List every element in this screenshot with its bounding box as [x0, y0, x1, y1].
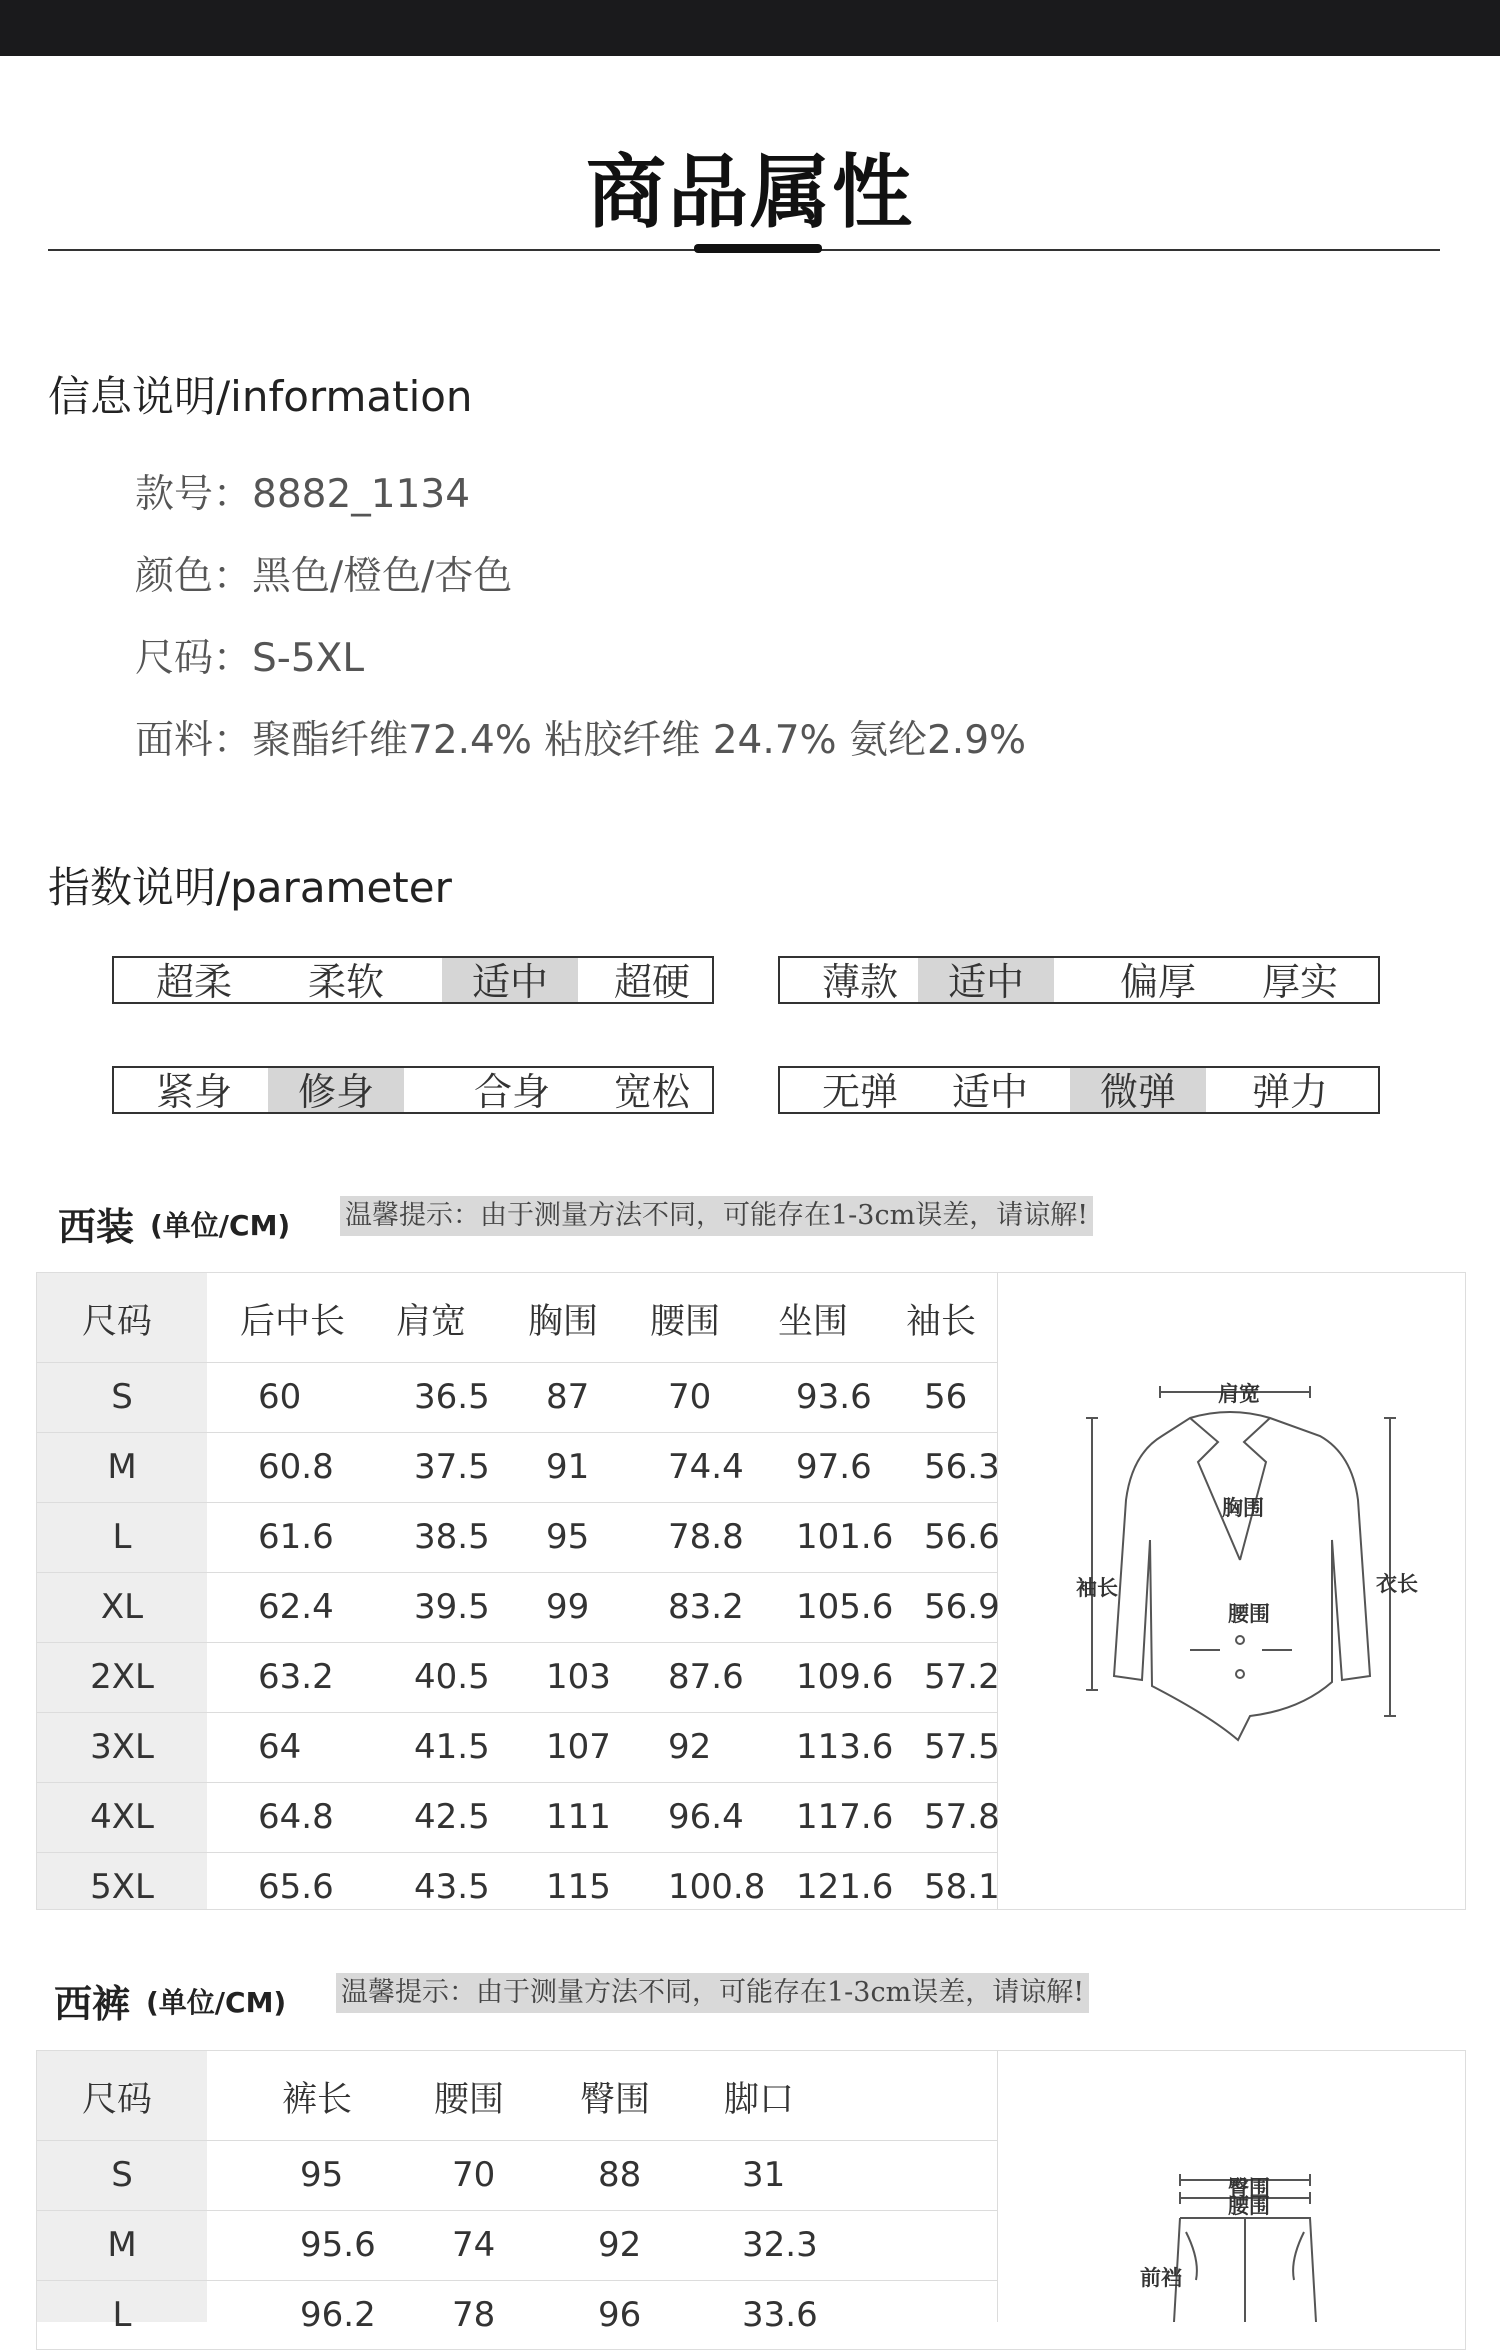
suit-value-cell: 95	[546, 1517, 590, 1557]
info-fabric: 面料：聚酯纤维72.4% 粘胶纤维 24.7% 氨纶2.9%	[135, 718, 1027, 763]
suit-blazer-diagram	[1070, 1370, 1400, 1750]
suit-value-cell: 60.8	[258, 1447, 334, 1487]
pants-size-cell: M	[107, 2225, 137, 2265]
pants-value-cell: 96	[598, 2295, 642, 2335]
pants-size-cell: L	[112, 2295, 132, 2335]
suit-value-cell: 111	[546, 1797, 611, 1837]
pants-value-cell: 32.3	[742, 2225, 818, 2265]
suit-value-cell: 117.6	[796, 1797, 894, 1837]
suit-value-cell: 103	[546, 1657, 611, 1697]
info-heading: 信息说明/information	[48, 372, 473, 421]
indicator-option-selected: 适中	[918, 958, 1054, 1002]
pants-header-cell: 脚口	[724, 2080, 795, 2120]
pants-measurement-tip: 温馨提示：由于测量方法不同，可能存在1-3cm误差，请谅解!	[336, 1973, 1089, 2013]
suit-value-cell: 87	[546, 1377, 590, 1417]
suit-value-cell: 60	[258, 1377, 302, 1417]
info-sizes: 尺码：S-5XL	[135, 636, 365, 681]
suit-size-cell: 5XL	[90, 1867, 154, 1907]
pants-diagram-divider	[997, 2051, 998, 2322]
parameter-heading: 指数说明/parameter	[48, 863, 452, 912]
indicator-option: 偏厚	[1119, 960, 1196, 1004]
suit-value-cell: 57.5	[924, 1727, 1000, 1767]
suit-value-cell: 43.5	[414, 1867, 490, 1907]
suit-value-cell: 56	[924, 1377, 968, 1417]
fit-indicator	[112, 1066, 714, 1114]
suit-value-cell: 65.6	[258, 1867, 334, 1907]
diagram-label-chest: 胸围	[1222, 1496, 1264, 1520]
page-title: 商品属性	[586, 146, 914, 239]
suit-value-cell: 56.9	[924, 1587, 1000, 1627]
pants-value-cell: 88	[598, 2155, 642, 2195]
suit-value-cell: 99	[546, 1587, 590, 1627]
suit-row-divider	[37, 1502, 997, 1503]
suit-table-title: 西装	[58, 1205, 135, 1249]
suit-value-cell: 38.5	[414, 1517, 490, 1557]
suit-value-cell: 57.8	[924, 1797, 1000, 1837]
pants-header-size: 尺码	[82, 2080, 153, 2120]
suit-value-cell: 36.5	[414, 1377, 490, 1417]
indicator-option: 薄款	[821, 960, 898, 1004]
suit-unit-label: (单位/CM)	[150, 1209, 291, 1242]
suit-header-cell: 袖长	[906, 1302, 977, 1342]
indicator-option: 适中	[951, 1070, 1028, 1114]
suit-value-cell: 57.2	[924, 1657, 1000, 1697]
suit-size-cell: 2XL	[90, 1657, 154, 1697]
pants-value-cell: 78	[452, 2295, 496, 2335]
indicator-option: 宽松	[613, 1070, 690, 1114]
pants-header-cell: 裤长	[282, 2080, 353, 2120]
suit-value-cell: 58.1	[924, 1867, 1000, 1907]
suit-measurement-tip: 温馨提示：由于测量方法不同，可能存在1-3cm误差，请谅解!	[340, 1196, 1093, 1236]
suit-value-cell: 100.8	[668, 1867, 766, 1907]
suit-header-cell: 胸围	[528, 1302, 599, 1342]
suit-value-cell: 74.4	[668, 1447, 744, 1487]
diagram-label-sleeve: 袖长	[1076, 1576, 1118, 1600]
suit-value-cell: 39.5	[414, 1587, 490, 1627]
suit-size-cell: XL	[100, 1587, 144, 1627]
indicator-option: 合身	[473, 1070, 550, 1114]
indicator-option: 厚实	[1261, 960, 1338, 1004]
pants-row-divider	[37, 2140, 997, 2141]
suit-value-cell: 87.6	[668, 1657, 744, 1697]
suit-row-divider	[37, 1782, 997, 1783]
info-style-number: 款号：8882_1134	[135, 472, 471, 517]
indicator-option: 超柔	[155, 960, 232, 1004]
info-colors: 颜色：黑色/橙色/杏色	[135, 554, 513, 599]
title-accent-bar	[694, 244, 822, 253]
pants-value-cell: 95	[300, 2155, 344, 2195]
indicator-option: 弹力	[1251, 1070, 1328, 1114]
suit-value-cell: 91	[546, 1447, 590, 1487]
pants-table-title: 西裤	[54, 1982, 131, 2026]
suit-size-cell: S	[111, 1377, 133, 1417]
suit-header-cell: 后中长	[240, 1302, 346, 1342]
pants-row-divider	[37, 2210, 997, 2211]
pants-label-waist: 腰围	[1228, 2194, 1270, 2218]
suit-value-cell: 64	[258, 1727, 302, 1767]
indicator-option: 柔软	[307, 960, 384, 1004]
pants-value-cell: 92	[598, 2225, 642, 2265]
pants-label-rise: 前裆	[1140, 2266, 1182, 2290]
suit-size-cell: 4XL	[90, 1797, 154, 1837]
suit-size-cell: L	[112, 1517, 132, 1557]
suit-value-cell: 56.3	[924, 1447, 1000, 1487]
suit-row-divider	[37, 1362, 997, 1363]
suit-header-cell: 肩宽	[396, 1302, 467, 1342]
suit-value-cell: 97.6	[796, 1447, 872, 1487]
indicator-option-selected: 微弹	[1070, 1068, 1206, 1112]
pants-value-cell: 96.2	[300, 2295, 376, 2335]
suit-row-divider	[37, 1852, 997, 1853]
suit-header-cell: 腰围	[650, 1302, 721, 1342]
suit-value-cell: 78.8	[668, 1517, 744, 1557]
suit-value-cell: 64.8	[258, 1797, 334, 1837]
suit-value-cell: 96.4	[668, 1797, 744, 1837]
indicator-option-selected: 适中	[442, 958, 578, 1002]
pants-unit-label: (单位/CM)	[146, 1986, 287, 2019]
pants-size-cell: S	[111, 2155, 133, 2195]
pants-value-cell: 31	[742, 2155, 786, 2195]
softness-indicator	[112, 956, 714, 1004]
suit-header-size: 尺码	[82, 1302, 153, 1342]
pants-label-hip: 臀围	[1228, 2176, 1270, 2200]
elasticity-indicator	[778, 1066, 1380, 1114]
suit-value-cell: 109.6	[796, 1657, 894, 1697]
indicator-option: 无弹	[821, 1070, 898, 1114]
top-banner-bar	[0, 0, 1500, 56]
pants-row-divider	[37, 2280, 997, 2281]
diagram-label-waist: 腰围	[1228, 1602, 1270, 1626]
diagram-label-shoulder: 肩宽	[1218, 1382, 1260, 1406]
suit-value-cell: 41.5	[414, 1727, 490, 1767]
pants-header-cell: 臀围	[580, 2080, 651, 2120]
suit-value-cell: 101.6	[796, 1517, 894, 1557]
suit-value-cell: 83.2	[668, 1587, 744, 1627]
suit-value-cell: 70	[668, 1377, 712, 1417]
suit-row-divider	[37, 1712, 997, 1713]
suit-size-cell: 3XL	[90, 1727, 154, 1767]
suit-value-cell: 107	[546, 1727, 611, 1767]
suit-value-cell: 61.6	[258, 1517, 334, 1557]
suit-value-cell: 115	[546, 1867, 611, 1907]
pants-value-cell: 70	[452, 2155, 496, 2195]
pants-value-cell: 33.6	[742, 2295, 818, 2335]
suit-row-divider	[37, 1572, 997, 1573]
suit-row-divider	[37, 1432, 997, 1433]
pants-value-cell: 74	[452, 2225, 496, 2265]
pants-header-cell: 腰围	[434, 2080, 505, 2120]
suit-value-cell: 63.2	[258, 1657, 334, 1697]
suit-value-cell: 113.6	[796, 1727, 894, 1767]
suit-value-cell: 121.6	[796, 1867, 894, 1907]
suit-row-divider	[37, 1642, 997, 1643]
suit-value-cell: 37.5	[414, 1447, 490, 1487]
suit-value-cell: 56.6	[924, 1517, 1000, 1557]
pants-value-cell: 95.6	[300, 2225, 376, 2265]
suit-size-cell: M	[107, 1447, 137, 1487]
indicator-option-selected: 修身	[268, 1068, 404, 1112]
suit-value-cell: 92	[668, 1727, 712, 1767]
indicator-option: 紧身	[155, 1070, 232, 1114]
suit-header-cell: 坐围	[778, 1302, 849, 1342]
thickness-indicator	[778, 956, 1380, 1004]
suit-value-cell: 105.6	[796, 1587, 894, 1627]
diagram-label-length: 衣长	[1376, 1572, 1418, 1596]
suit-value-cell: 93.6	[796, 1377, 872, 1417]
suit-value-cell: 40.5	[414, 1657, 490, 1697]
indicator-option: 超硬	[613, 960, 690, 1004]
suit-value-cell: 62.4	[258, 1587, 334, 1627]
suit-value-cell: 42.5	[414, 1797, 490, 1837]
